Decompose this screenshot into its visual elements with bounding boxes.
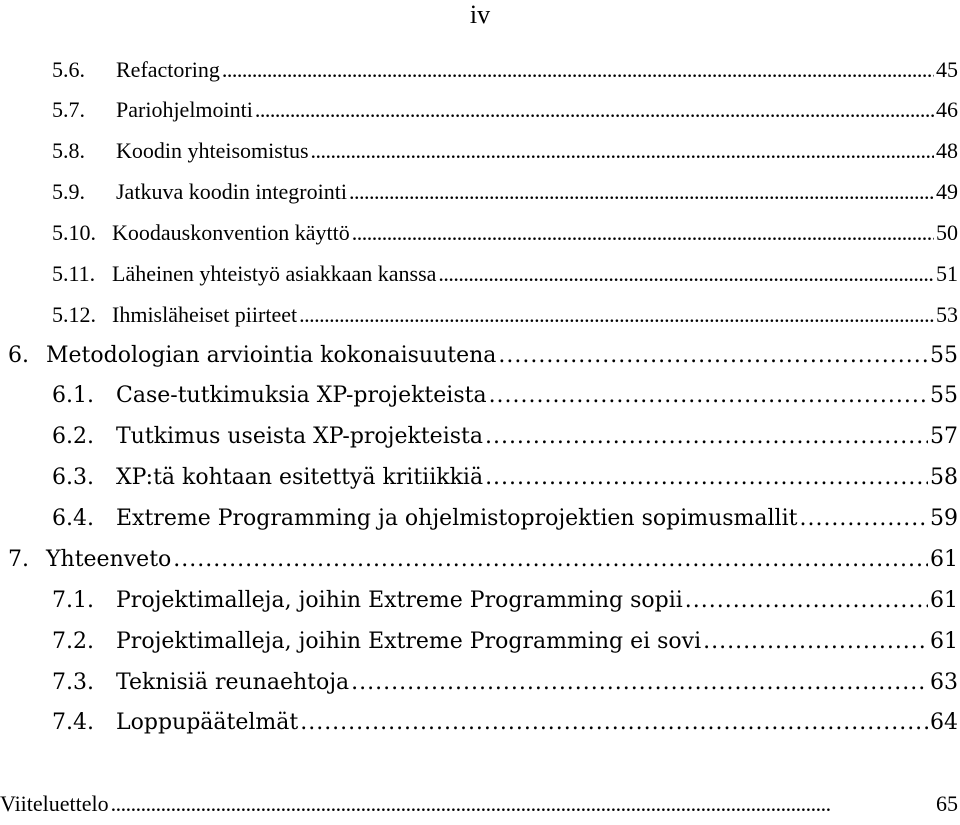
toc-entry-title: Extreme Programming ja ohjelmistoprojektien sopimusmallit bbox=[116, 506, 798, 531]
toc-dot-leader bbox=[222, 50, 934, 90]
toc-entry[interactable] bbox=[52, 458, 958, 498]
toc-dot-leader bbox=[351, 663, 928, 703]
toc-entry-number: 5.7. bbox=[52, 97, 85, 122]
toc-dot-leader bbox=[352, 213, 934, 253]
toc-entry-page: 61 bbox=[930, 588, 958, 613]
toc-entry-page: 63 bbox=[930, 670, 958, 695]
toc-entry-number: 5.6. bbox=[52, 57, 85, 82]
toc-dot-leader bbox=[300, 703, 928, 743]
toc-entry[interactable] bbox=[52, 131, 958, 171]
toc-dot-leader bbox=[311, 131, 934, 171]
toc-entry-title: Läheinen yhteistyö asiakkaan kanssa bbox=[112, 261, 437, 286]
toc-entry[interactable] bbox=[52, 295, 958, 335]
toc-entry-title: Projektimalleja, joihin Extreme Programming ei sovi bbox=[116, 629, 702, 654]
toc-entry-number: 6.2. bbox=[52, 424, 94, 449]
toc-entry-title: Yhteenveto bbox=[46, 547, 172, 572]
toc-entry-title: Projektimalleja, joihin Extreme Programming sopii bbox=[116, 588, 683, 613]
toc-entry-page: 51 bbox=[936, 261, 958, 286]
toc-entry[interactable] bbox=[52, 213, 958, 253]
toc-entry-page: 65 bbox=[936, 791, 958, 816]
toc-entry-title: Refactoring bbox=[116, 57, 220, 82]
toc-entry-title: Loppupäätelmät bbox=[116, 710, 299, 735]
toc-entry-title: Metodologian arviointia kokonaisuutena bbox=[46, 343, 497, 368]
toc-entry[interactable] bbox=[52, 376, 958, 416]
toc-dot-leader bbox=[685, 581, 928, 621]
toc-dot-leader bbox=[349, 172, 934, 212]
toc-entry-page: 58 bbox=[930, 465, 958, 490]
toc-dot-leader bbox=[498, 336, 928, 376]
toc-entry[interactable] bbox=[0, 784, 958, 824]
toc-entry-title: Jatkuva koodin integrointi bbox=[116, 179, 347, 204]
toc-entry-page: 45 bbox=[936, 57, 958, 82]
toc-entry-number: 7.4. bbox=[52, 710, 94, 735]
toc-entry-page: 48 bbox=[936, 138, 958, 163]
toc-entry-page: 53 bbox=[936, 302, 958, 327]
toc-entry-page: 64 bbox=[930, 710, 958, 735]
toc-entry-page: 50 bbox=[936, 220, 958, 245]
toc-dot-leader bbox=[485, 417, 928, 457]
toc-entry[interactable] bbox=[52, 622, 958, 662]
toc-entry-title: Pariohjelmointi bbox=[116, 97, 253, 122]
toc-entry-number: 7.1. bbox=[52, 588, 94, 613]
toc-entry-number: 7.2. bbox=[52, 629, 94, 654]
toc-entry-page: 61 bbox=[930, 547, 958, 572]
toc-entry-title: Ihmisläheiset piirteet bbox=[112, 302, 298, 327]
toc-entry-page: 57 bbox=[930, 424, 958, 449]
toc-entry-page: 55 bbox=[930, 383, 958, 408]
toc-dot-leader bbox=[489, 376, 928, 416]
toc-entry[interactable] bbox=[52, 581, 958, 621]
toc-entry-title: XP:tä kohtaan esitettyä kritiikkiä bbox=[116, 465, 484, 490]
toc-entry[interactable] bbox=[52, 90, 958, 130]
toc-entry-number: 6.3. bbox=[52, 465, 94, 490]
toc-entry-number: 7.3. bbox=[52, 670, 94, 695]
toc-entry-title: Koodauskonvention käyttö bbox=[112, 220, 350, 245]
toc-entry[interactable] bbox=[52, 50, 958, 90]
toc-entry-title: Tutkimus useista XP-projekteista bbox=[116, 424, 483, 449]
toc-entry-number: 6. bbox=[8, 343, 29, 368]
toc-entry[interactable] bbox=[52, 172, 958, 212]
toc-entry[interactable] bbox=[52, 417, 958, 457]
toc-entry-title: Koodin yhteisomistus bbox=[116, 138, 309, 163]
toc-entry-number: 5.9. bbox=[52, 179, 85, 204]
toc-dot-leader bbox=[173, 540, 928, 580]
toc-entry-page: 59 bbox=[930, 506, 958, 531]
toc-dot-leader bbox=[703, 622, 928, 662]
toc-entry[interactable] bbox=[52, 663, 958, 703]
toc-entry[interactable] bbox=[8, 540, 958, 580]
toc-entry[interactable] bbox=[52, 499, 958, 539]
toc-entry-title: Case-tutkimuksia XP-projekteista bbox=[116, 383, 487, 408]
toc-entry[interactable] bbox=[52, 703, 958, 743]
toc-entry[interactable] bbox=[8, 336, 958, 376]
toc-entry-page: 46 bbox=[936, 97, 958, 122]
toc-entry-page: 49 bbox=[936, 179, 958, 204]
toc-dot-leader bbox=[299, 295, 934, 335]
toc-entry-number: 7. bbox=[8, 547, 29, 572]
toc-entry-number: 5.11. bbox=[52, 261, 96, 286]
toc-entry-page: 55 bbox=[930, 343, 958, 368]
toc-entry-number: 5.12. bbox=[52, 302, 96, 327]
toc-dot-leader bbox=[485, 458, 928, 498]
toc-entry-title: Teknisiä reunaehtoja bbox=[116, 670, 350, 695]
toc-dot-leader bbox=[438, 254, 934, 294]
toc-entry-title: Viiteluettelo bbox=[0, 791, 109, 816]
toc-entry-page: 61 bbox=[930, 629, 958, 654]
toc-dot-leader bbox=[111, 784, 934, 824]
toc-entry[interactable] bbox=[52, 254, 958, 294]
toc-dot-leader bbox=[799, 499, 928, 539]
toc-entry-number: 5.10. bbox=[52, 220, 96, 245]
toc-entry-number: 6.1. bbox=[52, 383, 94, 408]
toc-entry-number: 5.8. bbox=[52, 138, 85, 163]
toc-dot-leader bbox=[255, 90, 934, 130]
toc-entry-number: 6.4. bbox=[52, 506, 94, 531]
page-number: iv bbox=[469, 0, 491, 29]
